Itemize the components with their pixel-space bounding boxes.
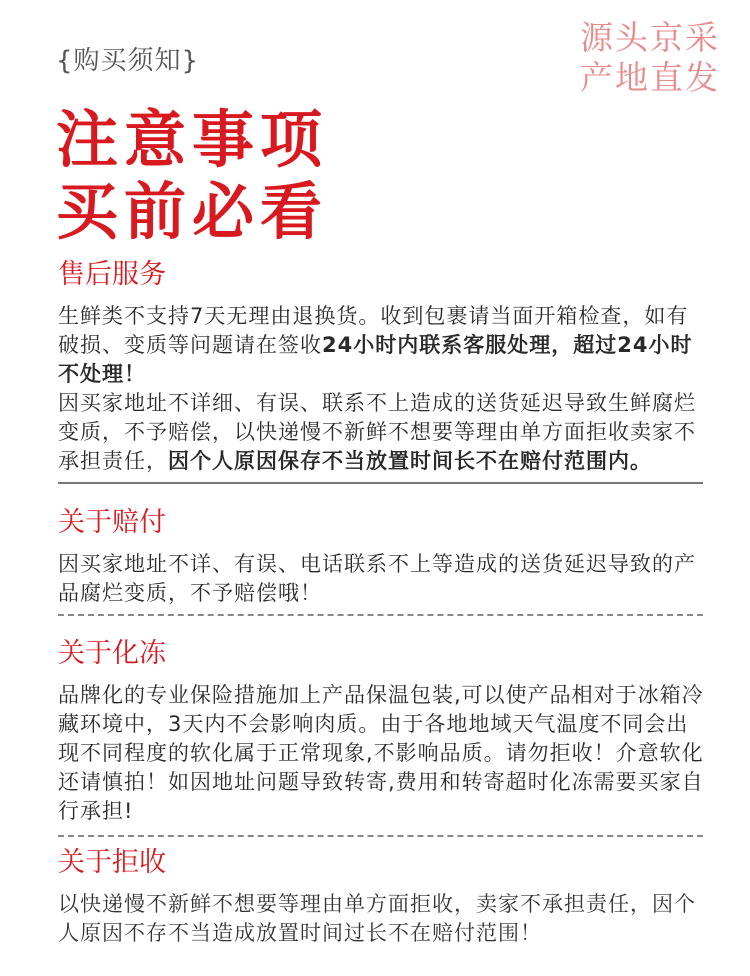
divider	[58, 614, 703, 616]
section-compensation	[58, 506, 708, 608]
section-after-sales	[58, 258, 708, 476]
body-text-emphasis: 24小时内联系客服处理，超过24小时不处理！	[58, 333, 693, 386]
divider	[58, 482, 703, 484]
section-body: 以快递慢不新鲜不想要等理由单方面拒收，卖家不承担责任，因个人原因不存不当造成放置时间过长不在赔付范围！	[58, 892, 696, 945]
section-thawing	[58, 637, 708, 826]
divider	[58, 835, 703, 837]
body-text: 因买家地址不详细、有误、联系不上造成的送货延迟导致生鲜腐烂变质，不予赔偿，以快递慢不新鲜不想要等理由单方面拒收卖家不承担责任，	[58, 391, 696, 473]
section-title: 售后服务	[58, 259, 166, 290]
brand-slogan-line-2: 产地直发	[580, 58, 720, 97]
headline	[56, 104, 328, 248]
section-refusal	[58, 846, 708, 948]
brand-slogan	[580, 18, 720, 98]
notice-label: {购买须知}	[56, 46, 200, 76]
section-title: 关于赔付	[58, 507, 166, 538]
section-body	[58, 302, 708, 476]
body-text-emphasis: 因个人原因保存不当放置时间长不在赔付范围内。	[168, 449, 652, 473]
headline-line-2: 买前必看	[56, 175, 329, 248]
headline-line-1: 注意事项	[56, 103, 329, 176]
section-title: 关于拒收	[58, 847, 166, 878]
body-text: 生鲜类不支持7天无理由退换货。收到包裹请当面开箱检查，如有破损、变质等问题请在签收	[58, 304, 689, 357]
section-body: 因买家地址不详、有误、电话联系不上等造成的送货延迟导致的产品腐烂变质，不予赔偿哦！	[58, 552, 696, 605]
section-body: 品牌化的专业保险措施加上产品保温包装,可以使产品相对于冰箱冷藏环境中，3天内不会影响肉质。由于各地地域天气温度不同会出现不同程度的软化属于正常现象,不影响品质。请勿拒收！介意软化还请慎拍！如因地址问题导致转寄,费用和转寄超时化冻需要买家自行承担!	[58, 683, 704, 823]
brand-slogan-line-1: 源头京采	[580, 18, 720, 57]
section-title: 关于化冻	[58, 638, 166, 669]
